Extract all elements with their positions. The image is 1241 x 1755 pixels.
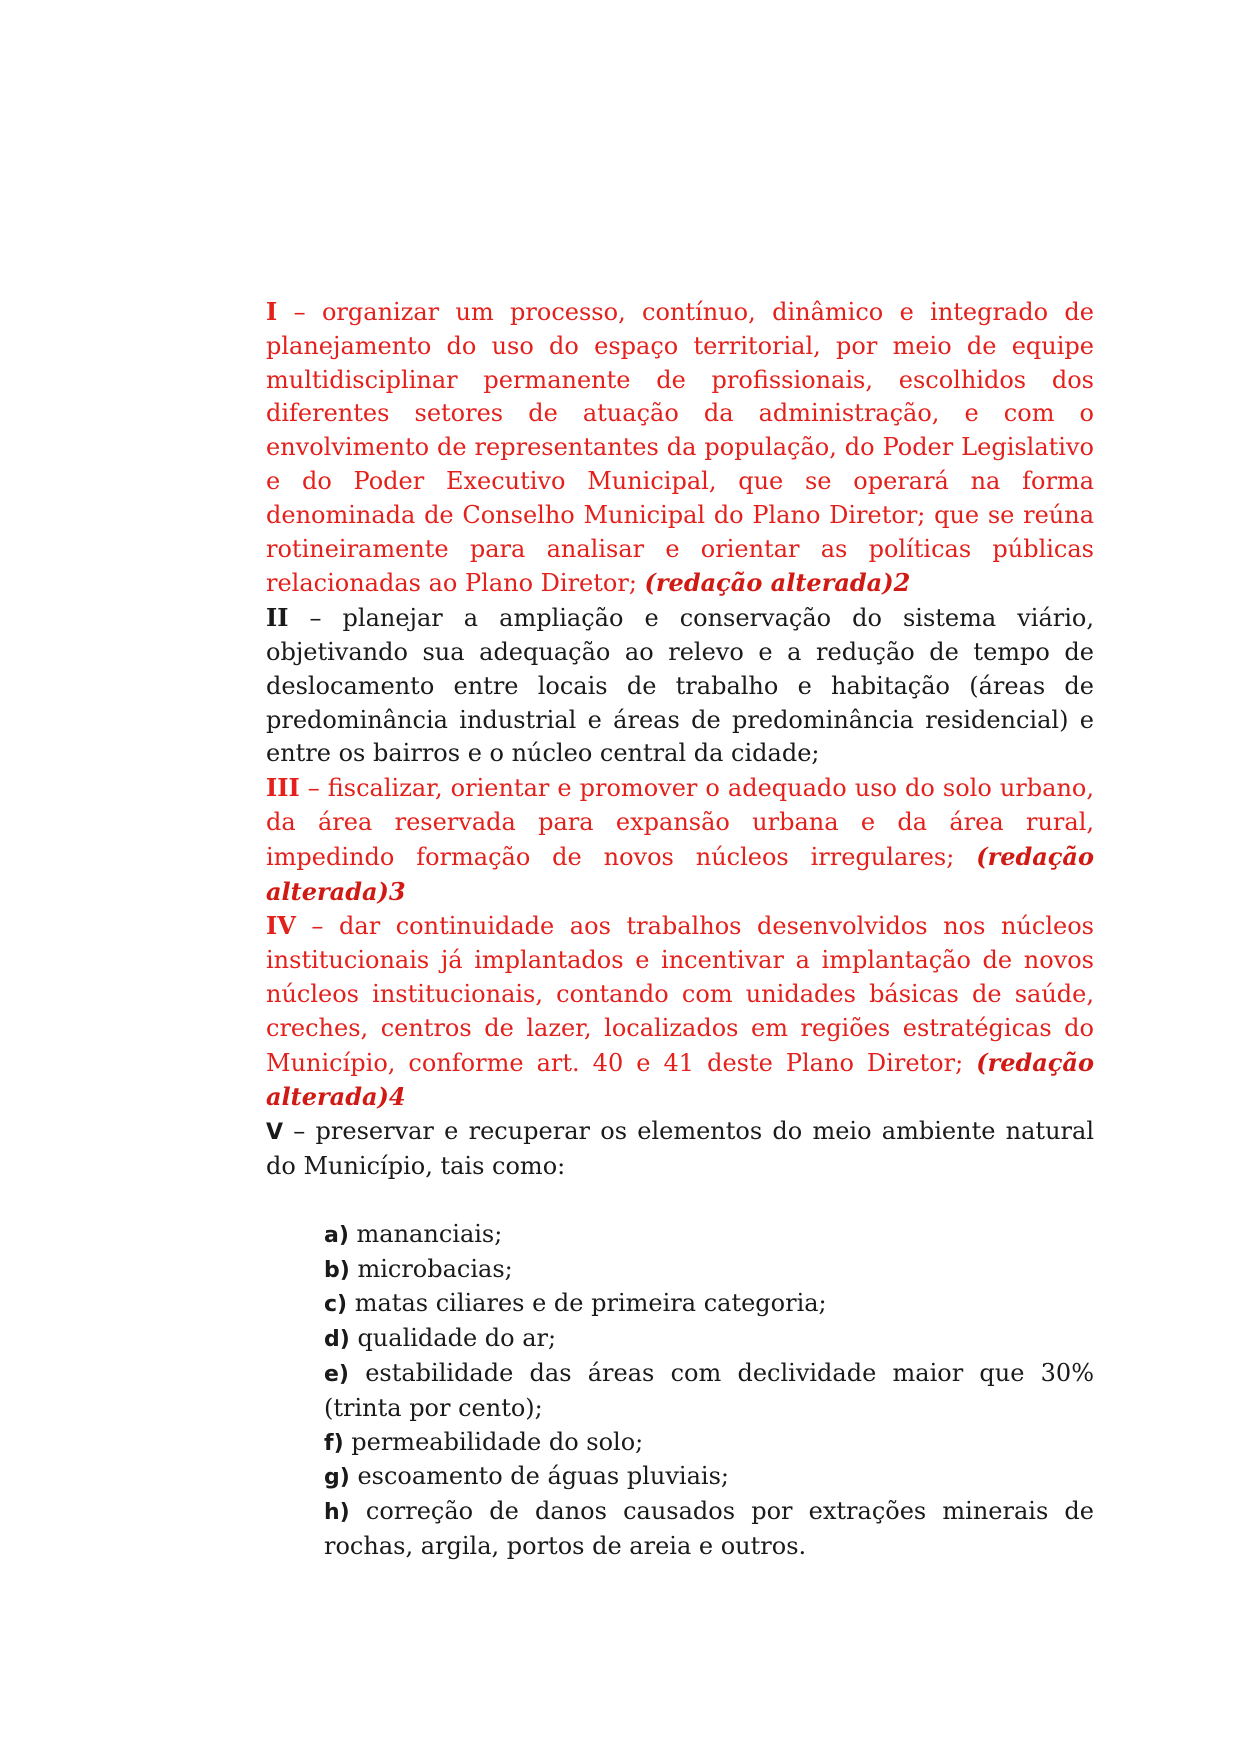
item-numeral: V	[266, 1120, 284, 1146]
document-page	[266, 295, 1094, 1564]
list-item	[324, 1287, 1094, 1322]
blank-line	[266, 1184, 1094, 1218]
item-dash: –	[277, 298, 322, 326]
sub-item-letter: h)	[324, 1500, 350, 1526]
item-numeral: I	[266, 297, 278, 326]
sub-item-text: escoamento de águas pluviais;	[349, 1462, 729, 1491]
list-item	[324, 1218, 1094, 1253]
list-item	[324, 1460, 1094, 1495]
item-III	[266, 771, 1094, 909]
item-dash: –	[283, 1117, 316, 1146]
sub-item-letter: d)	[324, 1327, 350, 1353]
item-numeral: III	[266, 773, 300, 803]
item-V	[266, 1115, 1094, 1184]
amendment-note: (redação alterada)3	[266, 841, 1094, 906]
list-item	[324, 1357, 1094, 1426]
sub-item-text: qualidade do ar;	[349, 1324, 557, 1353]
sub-item-text: estabilidade das áreas com declividade maior que 30% (trinta por cento);	[324, 1358, 1094, 1422]
list-item	[324, 1253, 1094, 1288]
sub-item-list	[324, 1218, 1094, 1564]
item-IV	[266, 909, 1094, 1115]
item-text: planejar a ampliação e conservação do sistema viário, objetivando sua adequação ao relevo e a redução de tempo de deslocamento entre locais de trabalho e habitação (áreas de predominância industrial e áreas de predominância residencial) e entre os bairros e o núcleo central da cidade;	[266, 604, 1094, 768]
sub-item-text: permeabilidade do solo;	[343, 1427, 644, 1456]
sub-item-letter: b)	[324, 1257, 350, 1283]
item-I	[266, 295, 1094, 601]
item-dash: –	[288, 604, 343, 633]
sub-item-letter: c)	[324, 1292, 348, 1318]
item-dash: –	[295, 912, 340, 941]
list-item	[324, 1322, 1094, 1357]
sub-item-text: microbacias;	[349, 1254, 513, 1283]
list-item	[324, 1495, 1094, 1564]
item-text: dar continuidade aos trabalhos desenvolvidos nos núcleos institucionais já implantados e incentivar a implantação de novos núcleos institucionais, contando com unidades básicas de saúde, creches, centros de lazer, localizados em regiões estratégicas do Município, conforme art. 40 e 41 deste Plano Diretor;	[266, 912, 1094, 1077]
amendment-note: (redação alterada)4	[266, 1047, 1094, 1112]
sub-item-letter: a)	[324, 1222, 349, 1248]
sub-item-letter: g)	[324, 1465, 350, 1491]
item-II	[266, 601, 1094, 771]
item-text: fiscalizar, orientar e promover o adequado uso do solo urbano, da área reservada para expansão urbana e da área rural, impedindo formação de novos núcleos irregulares;	[266, 774, 1094, 871]
sub-item-text: matas ciliares e de primeira categoria;	[347, 1289, 827, 1318]
item-dash: –	[299, 774, 328, 803]
item-text: preservar e recuperar os elementos do meio ambiente natural do Município, tais como:	[266, 1117, 1094, 1180]
sub-item-text: mananciais;	[348, 1219, 503, 1248]
list-item	[324, 1426, 1094, 1461]
item-numeral: IV	[266, 911, 296, 941]
sub-item-text: correção de danos causados por extrações minerais de rochas, argila, portos de areia e outros.	[324, 1497, 1094, 1560]
sub-item-letter: e)	[324, 1361, 349, 1387]
amendment-note: (redação alterada)2	[644, 568, 911, 598]
sub-item-letter: f)	[324, 1430, 344, 1456]
item-text: organizar um processo, contínuo, dinâmico e integrado de planejamento do uso do espaço territorial, por meio de equipe multidisciplinar permanente de profissionais, escolhidos dos diferentes setores de atuação da administração, e com o envolvimento de representantes da população, do Poder Legislativo e do Poder Executivo Municipal, que se operará na forma denominada de Conselho Municipal do Plano Diretor; que se reúna rotineiramente para analisar e orientar as políticas públicas relacionadas ao Plano Diretor;	[266, 298, 1095, 598]
item-numeral: II	[266, 603, 289, 633]
